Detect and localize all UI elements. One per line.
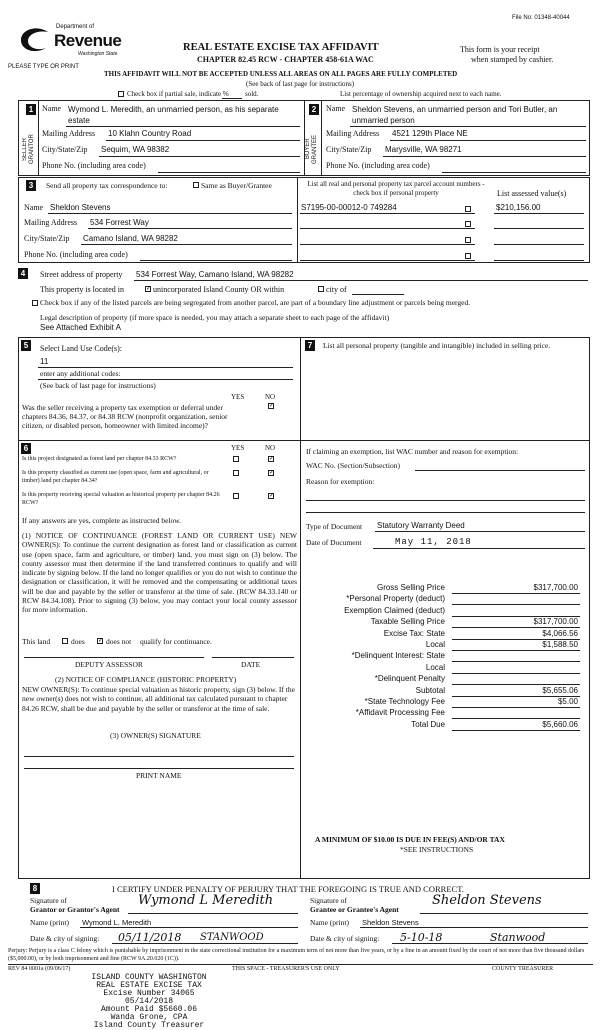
notice-of-continuance: (1) NOTICE OF CONTINUANCE (FOREST LAND OR CURRENT USE) NEW OWNER(S): To continue the current designation as forest land or classification as current use (open space, farm and agriculture, or timber) land, you must sign on (3) below. The county assessor must then determine if the land transferred continues to qualify and will indicate by signing below. If the land no longer qualifies or you do not wish to continue the designation or classification, it will be removed and the compensating or additional taxes will be due and payable by the seller or transferor at the time of sale. (RCW 84.33.140 or RCW 84.34.108). Prior to signing (3) below, you may contact your local county assessor for more information.: [22, 531, 297, 615]
parcel-number[interactable]: S7195-00-00012-0 749284: [301, 203, 397, 212]
receipt-line2: when stamped by cashier.: [471, 55, 554, 64]
total-line-7: [452, 673, 580, 674]
total-line-12: [452, 730, 580, 731]
reason-label: Reason for exemption:: [306, 477, 375, 486]
total-label-5: Local: [425, 640, 445, 649]
corr-name-label: Name: [24, 203, 44, 212]
stamp-line-2: Excise Number 34065: [103, 989, 195, 998]
total-value-3[interactable]: $317,700.00: [533, 617, 578, 626]
total-label-7: Local: [425, 663, 445, 672]
s5-no-checkbox[interactable]: ✓: [269, 403, 275, 409]
see-back: (See back of last page for instructions): [246, 80, 355, 88]
total-line-8: [452, 684, 580, 685]
certify-statement: I CERTIFY UNDER PENALTY OF PERJURY THAT THE FOREGOING IS TRUE AND CORRECT.: [112, 884, 464, 894]
please-type: PLEASE TYPE OR PRINT: [8, 64, 79, 70]
grantee-sig-label: Signature of: [310, 896, 347, 905]
total-line-5: [452, 650, 580, 651]
seller-city-field[interactable]: Sequim, WA 98382: [101, 145, 170, 154]
land-use-code[interactable]: 11: [40, 357, 49, 366]
stamp-line-6: Island County Treasurer: [93, 1021, 205, 1030]
s5-no-header: NO: [265, 393, 276, 401]
buyer-name-field[interactable]: Sheldon Stevens, an unmarried person and Tori Butler, an unmarried person: [352, 105, 558, 125]
deputy-assessor-label: DEPUTY ASSESSOR: [75, 660, 143, 669]
section-6-number: 6: [21, 443, 31, 454]
city-of-field[interactable]: [352, 294, 404, 295]
total-value-10[interactable]: $5.00: [557, 697, 578, 706]
grantee-name-label: Name (print): [310, 918, 349, 927]
total-label-2: Exemption Claimed (deduct): [344, 606, 445, 615]
unincorporated-label: unincorporated Island County OR within: [153, 285, 285, 294]
unincorporated-checkbox[interactable]: ✓: [146, 286, 152, 292]
seller-name-field[interactable]: Wymond L. Meredith, an unmarried person, as his separate estate: [68, 105, 279, 125]
s6-q3: Is this property receiving special valuation as historical property per chapter 84.26 RCW?: [22, 492, 220, 506]
total-label-3: Taxable Selling Price: [370, 617, 445, 626]
total-line-1: [452, 604, 580, 605]
assessed-value[interactable]: $210,156.00: [496, 203, 541, 212]
buyer-city-field[interactable]: Marysville, WA 98271: [385, 145, 462, 154]
sold-label: sold.: [245, 90, 259, 98]
deputy-assessor-line[interactable]: [24, 657, 204, 658]
grantee-name-field[interactable]: Sheldon Stevens: [362, 918, 419, 927]
exemption-question: Was the seller receiving a property tax exemption or deferral under chapters 84.36, 84.37, or 84.38 RCW (nonprofit organization, senior citizen, or disabled person, homeowner with limited income)?: [22, 403, 228, 430]
stamp-line-5: Wanda Grone, CPA: [110, 1013, 188, 1022]
reason-field-1[interactable]: [306, 500, 585, 501]
section-4-number: 4: [18, 268, 28, 279]
s6-q1-yes[interactable]: [233, 456, 239, 462]
personal-property-label: List all personal property (tangible and intangible) included in selling price.: [323, 341, 551, 350]
grantor-date[interactable]: 05/11/2018: [118, 931, 182, 944]
logo-line1: Department of: [56, 24, 95, 30]
s6-yes-header: YES: [231, 444, 245, 452]
s6-no-header: NO: [265, 444, 276, 452]
s6-q2: Is this property classified as current use (open space, farm and agricultural, or timber) land per chapter 84.34?: [22, 470, 209, 484]
does-checkbox[interactable]: [62, 638, 68, 644]
total-value-9[interactable]: $5,655.06: [542, 686, 578, 695]
section-2-number: 2: [309, 104, 319, 115]
notice-of-compliance: NEW OWNER(S): To continue special valuation as historic property, sign (3) below. If the new owner(s) does not wish to continue, all additional tax calculated pursuant to chapter 84.26 RCW, shall be due and payable by the seller or transferor at the time of sale.: [22, 685, 295, 713]
does-label: does: [71, 637, 85, 646]
total-label-10: *State Technology Fee: [364, 697, 445, 706]
treasurer-use-only: THIS SPACE - TREASURER'S USE ONLY: [232, 966, 340, 972]
same-as-buyer-checkbox[interactable]: [193, 182, 199, 188]
total-value-0[interactable]: $317,700.00: [533, 583, 578, 592]
receipt-line1: This form is your receipt: [460, 45, 540, 54]
see-instructions: *SEE INSTRUCTIONS: [400, 845, 474, 854]
department-logo: [18, 22, 128, 62]
total-value-12[interactable]: $5,660.06: [542, 720, 578, 729]
grantor-name-label: Name (print): [30, 918, 69, 927]
legal-description[interactable]: See Attached Exhibit A: [40, 323, 121, 332]
grantor-agent-label: Grantor or Grantor's Agent: [30, 905, 120, 914]
form-title: REAL ESTATE EXCISE TAX AFFIDAVIT: [183, 42, 379, 53]
grantee-date[interactable]: 5-10-18: [400, 931, 443, 944]
total-label-6: *Delinquent Interest: State: [351, 651, 445, 660]
buyer-phone-field[interactable]: [442, 172, 586, 173]
grantee-agent-label: Grantee or Grantee's Agent: [310, 905, 399, 914]
section-5-number: 5: [21, 340, 31, 351]
revenue-swoosh-icon: [18, 26, 52, 56]
section-7-number: 7: [305, 340, 315, 351]
logo-line2: Revenue: [54, 31, 122, 50]
total-label-1: *Personal Property (deduct): [346, 594, 445, 603]
corr-city-field[interactable]: Camano Island, WA 98282: [83, 234, 178, 243]
grantor-signature[interactable]: Wymond L Meredith: [138, 893, 274, 908]
total-label-8: *Delinquent Penalty: [374, 674, 445, 683]
qualify-label: qualify for continuance.: [140, 637, 212, 646]
owner-signature-label: (3) OWNER(S) SIGNATURE: [110, 731, 201, 740]
assessor-date-label: DATE: [241, 660, 261, 669]
doc-date-label: Date of Document: [306, 538, 362, 547]
s5-yes-header: YES: [231, 393, 245, 401]
s6-q2-yes[interactable]: [233, 470, 239, 476]
street-field[interactable]: 534 Forrest Way, Camano Island, WA 98282: [136, 270, 294, 279]
total-line-3: [452, 627, 580, 628]
buyer-side-label: BUYER GRANTEE: [305, 134, 318, 164]
city-of-label: city of: [326, 285, 347, 294]
logo-line3: Washington State: [78, 51, 118, 57]
land-use-label: Select Land Use Code(s):: [40, 344, 122, 353]
grantor-city[interactable]: STANWOOD: [200, 932, 264, 943]
exemption-label: If claiming an exemption, list WAC number and reason for exemption:: [306, 447, 519, 456]
corr-name-field[interactable]: Sheldon Stevens: [50, 203, 111, 212]
street-label: Street address of property: [40, 270, 123, 279]
list-percentage: List percentage of ownership acquired next to each name.: [340, 90, 502, 98]
total-label-0: Gross Selling Price: [376, 583, 445, 592]
grantee-city[interactable]: Stanwood: [490, 931, 546, 944]
rev-number: REV 84 0001a (09/06/17): [8, 966, 71, 972]
doc-type-field[interactable]: Statutory Warranty Deed: [377, 521, 465, 530]
reason-field-2[interactable]: [306, 512, 585, 513]
seller-name-label: Name: [42, 104, 62, 113]
s6-q3-yes[interactable]: [233, 493, 239, 499]
treasurer-stamp: [64, 974, 234, 1030]
additional-codes-label: enter any additional codes:: [40, 369, 121, 378]
assessor-date-line[interactable]: [212, 657, 294, 658]
grantee-signature[interactable]: Sheldon Stevens: [432, 893, 542, 908]
personal-property-checkbox-3[interactable]: [465, 237, 471, 243]
same-as-buyer-label: Same as Buyer/Grantee: [201, 181, 272, 190]
seller-phone-label: Phone No. (including area code): [42, 161, 146, 170]
doc-type-label: Type of Document: [306, 522, 363, 531]
owner-signature-line[interactable]: [24, 756, 294, 757]
grantee-date-label: Date & city of signing:: [310, 934, 380, 943]
perjury-notice: Perjury: Perjury is a class C felony which is punishable by imprisonment in the state correctional institution for a maximum term of not more than five years, or by a fine in an amount fixed by the court of not more than five thousand dollars ($5,000.00), or by both imprisonment and fine (RCW 9A.20.020 (1C)).: [8, 948, 585, 962]
corr-phone-label: Phone No. (including area code): [24, 250, 128, 259]
warning-text: THIS AFFIDAVIT WILL NOT BE ACCEPTED UNLESS ALL AREAS ON ALL PAGES ARE FULLY COMPLETED: [104, 70, 458, 78]
wac-field[interactable]: [415, 470, 585, 471]
city-of-checkbox[interactable]: [318, 286, 324, 292]
print-name-line[interactable]: [24, 768, 294, 769]
buyer-city-label: City/State/Zip: [326, 145, 372, 154]
buyer-mail-label: Mailing Address: [326, 129, 380, 138]
section-1-number: 1: [26, 104, 36, 115]
s6-q2-no[interactable]: ✓: [269, 470, 275, 476]
total-line-0: [452, 593, 580, 594]
personal-property-checkbox-2[interactable]: [465, 221, 471, 227]
print-name-label: PRINT NAME: [136, 771, 182, 780]
parcel-header: List all real and personal property tax parcel account numbers - check box if personal property: [307, 180, 485, 197]
s6-q3-no[interactable]: ✓: [269, 493, 275, 499]
segregated-checkbox[interactable]: [32, 300, 38, 306]
this-land-label: This land: [22, 637, 51, 646]
corr-mail-label: Mailing Address: [24, 218, 78, 227]
legal-label: Legal description of property (if more space is needed, you may attach a separate sheet to each page of the affidavit): [40, 313, 390, 322]
form-subtitle: CHAPTER 82.45 RCW - CHAPTER 458-61A WAC: [197, 55, 374, 64]
partial-sale-label: Check box if partial sale, indicate %: [127, 90, 229, 98]
corr-phone-field[interactable]: [140, 260, 292, 261]
total-label-4: Excise Tax: State: [383, 629, 445, 638]
wac-label: WAC No. (Section/Subsection): [306, 461, 400, 470]
partial-sale-percent-line: [222, 98, 242, 99]
send-correspondence-label: Send all property tax correspondence to:: [46, 181, 168, 190]
doc-date-field[interactable]: May 11, 2018: [395, 537, 472, 547]
stamp-line-1: REAL ESTATE EXCISE TAX: [96, 981, 202, 990]
located-label: This property is located in: [40, 285, 124, 294]
buyer-mail-field[interactable]: 4521 129th Place NE: [392, 129, 468, 138]
total-label-9: Subtotal: [415, 686, 445, 695]
total-line-10: [452, 707, 580, 708]
does-not-label: does not: [106, 637, 132, 646]
does-not-checkbox[interactable]: ✓: [98, 638, 104, 644]
land-use-see-back: (See back of last page for instructions): [40, 381, 156, 390]
grantor-sig-label: Signature of: [30, 896, 67, 905]
stamp-line-4: Amount Paid $5660.06: [100, 1005, 197, 1014]
stamp-line-0: ISLAND COUNTY WASHINGTON: [91, 973, 207, 982]
total-value-4[interactable]: $4,066.56: [542, 629, 578, 638]
corr-city-label: City/State/Zip: [24, 234, 70, 243]
grantor-name-field[interactable]: Wymond L. Meredith: [82, 918, 152, 927]
personal-property-checkbox-1[interactable]: [465, 206, 471, 212]
seller-mail-label: Mailing Address: [42, 129, 96, 138]
partial-sale-checkbox[interactable]: [118, 91, 124, 97]
seller-city-label: City/State/Zip: [42, 145, 88, 154]
corr-mail-field[interactable]: 534 Forrest Way: [90, 218, 149, 227]
assessed-header: List assessed value(s): [497, 189, 567, 198]
segregated-label: Check box if any of the listed parcels are being segregated from another parcel, are part of a boundary line adjustment or parcels being merged.: [40, 298, 471, 307]
minimum-fee: A MINIMUM OF $10.00 IS DUE IN FEE(S) AND/OR TAX: [315, 835, 505, 844]
total-label-12: Total Due: [411, 720, 445, 729]
section-8-number: 8: [30, 883, 40, 894]
buyer-name-label: Name: [326, 104, 346, 113]
stamp-line-3: 05/14/2018: [124, 997, 173, 1006]
total-label-11: *Affidavit Processing Fee: [355, 708, 445, 717]
seller-side-label: SELLER GRANTOR: [22, 134, 35, 164]
total-line-6: [452, 661, 580, 662]
grantor-date-label: Date & city of signing:: [30, 934, 100, 943]
county-treasurer-label: COUNTY TREASURER: [492, 966, 554, 972]
notice-compliance-title: (2) NOTICE OF COMPLIANCE (HISTORIC PROPERTY): [55, 675, 237, 684]
personal-property-checkbox-4[interactable]: [465, 253, 471, 259]
total-value-5[interactable]: $1,588.50: [542, 640, 578, 649]
seller-phone-field[interactable]: [158, 172, 300, 173]
buyer-phone-label: Phone No. (including area code): [326, 161, 430, 170]
any-yes-text: If any answers are yes, complete as instructed below.: [22, 516, 182, 525]
section-3-number: 3: [26, 180, 36, 191]
s6-q1: Is this project designated as forest land per chapter 84.33 RCW?: [22, 456, 177, 462]
file-number: File No: 01348-40044: [512, 15, 570, 21]
seller-mail-field[interactable]: 10 Klahn Country Road: [108, 129, 192, 138]
s6-q1-no[interactable]: ✓: [269, 456, 275, 462]
total-line-11: [452, 718, 580, 719]
